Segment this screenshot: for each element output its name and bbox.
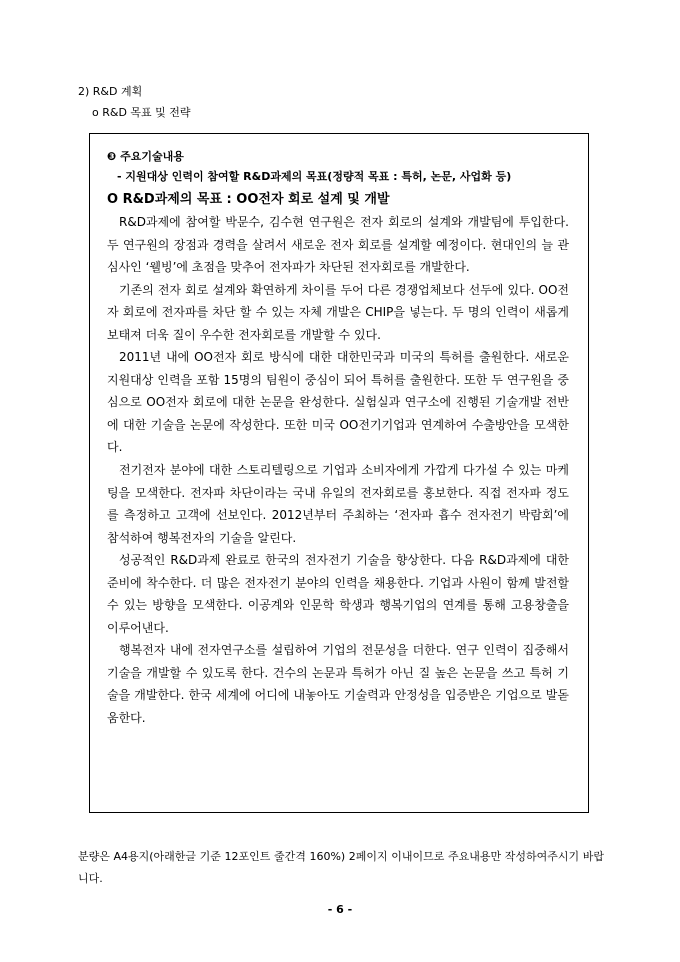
length-note: 분량은 A4용지(아래한글 기준 12포인트 줄간격 160%) 2페이지 이내이므로 주요내용만 작성하여주시기 바랍니다. [78,850,604,885]
paragraph: R&D과제에 참여할 박문수, 김수현 연구원은 전자 회로의 설계와 개발팀에 투입한다. 두 연구원의 장점과 경력을 살려서 새로운 전자 회로를 설계할 예정이다. 현대인의 늘 관심사인 ‘웰빙’에 초점을 맞추어 전자파가 차단된 전자회로를 개발한다. [107,215,569,275]
paragraph: 기존의 전자 회로 설계와 확연하게 차이를 두어 다른 경쟁업체보다 선두에 있다. OO전자 회로에 전자파를 차단 할 수 있는 자체 개발은 CHIP을 넣는다. 두 명의 인력이 새롭게 보태져 더욱 질이 우수한 전자회로를 개발할 수 있다. [107,282,569,342]
section-subtitle: o R&D 목표 및 전략 [92,106,191,119]
box-content [107,148,569,730]
technical-content-box [89,133,589,813]
paragraph: 전기전자 분야에 대한 스토리텔링으로 기업과 소비자에게 가깝게 다가설 수 있는 마케팅을 모색한다. 전자파 차단이라는 국내 유일의 전자회로를 홍보한다. 직접 전자파 정도를 측정하고 고객에 선보인다. 2012년부터 주최하는 ‘전자파 흡수 전자전기 박람회’에 참석하여 행복전자의 기술을 알린다. [107,463,569,545]
box-heading: ❸ 주요기술내용 [107,150,184,163]
paragraph: 2011년 내에 OO전자 회로 방식에 대한 대한민국과 미국의 특허를 출원한다. 새로운 지원대상 인력을 포함 15명의 팀원이 중심이 되어 특허를 출원한다. 또한 두 연구원을 중심으로 OO전자 회로에 대한 논문을 완성한다. 실험실과 연구소에 진행된 기술개발 전반에 대한 기술을 논문에 작성한다. 또한 미국 OO전기기업과 연계하여 수출방안을 모색한다. [107,350,569,455]
section-title: 2) R&D 계획 [78,85,143,98]
rd-goal-heading: O R&D과제의 목표 : OO전자 회로 설계 및 개발 [107,192,390,207]
paragraph: 행복전자 내에 전자연구소를 설립하여 기업의 전문성을 더한다. 연구 인력이 집중해서 기술을 개발할 수 있도록 한다. 건수의 논문과 특허가 아닌 질 높은 논문을 쓰고 특허 기술을 개발한다. 한국 세계에 어디에 내놓아도 기술력과 안정성을 입증받은 기업으로 발돋움한다. [107,643,569,726]
box-subheading: - 지원대상 인력이 참여할 R&D과제의 목표(정량적 목표 : 특허, 논문, 사업화 등) [117,170,512,183]
page-number: - 6 - [327,903,353,916]
paragraph: 성공적인 R&D과제 완료로 한국의 전자전기 기술을 향상한다. 다음 R&D과제에 대한 준비에 착수한다. 더 많은 전자전기 분야의 인력을 채용한다. 기업과 사원이 함께 발전할 수 있는 방향을 모색한다. 이공계와 인문학 학생과 행복기업의 연계를 통해 고용창출을 이루어낸다. [107,553,569,635]
